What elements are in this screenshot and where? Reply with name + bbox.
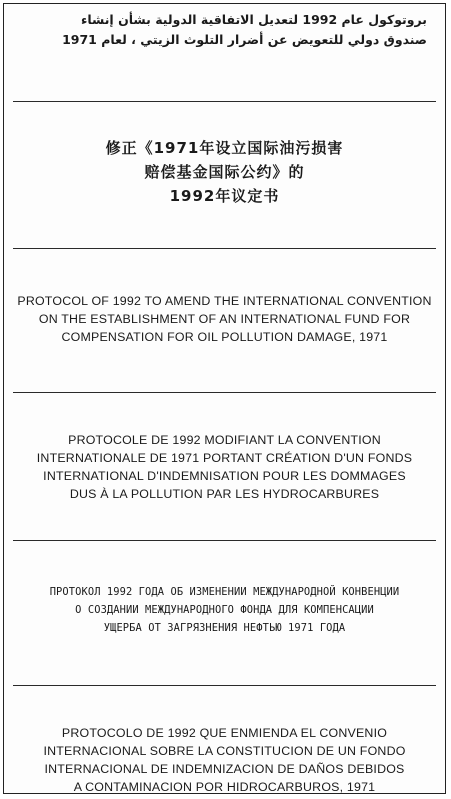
russian-title <box>4 583 445 637</box>
arabic-title-line-2: صندوق دولي للتعويض عن أضرار التلوث الزيتي ، لعام 1971 <box>62 32 427 47</box>
russian-title-line-3: УЩЕРБА ОТ ЗАГРЯЗНЕНИЯ НЕФТЬЮ 1971 ГОДА <box>103 622 346 634</box>
divider-1 <box>13 101 436 102</box>
french-title-line-4: DUS À LA POLLUTION PAR LES HYDROCARBURES <box>69 487 380 501</box>
spanish-title-line-3: INTERNACIONAL DE INDEMNIZACION DE DAÑOS DEBIDOS <box>44 762 405 776</box>
document-page <box>3 3 446 794</box>
spanish-title-line-2: INTERNACIONAL SOBRE LA CONSTITUCION DE UN FONDO <box>43 744 406 758</box>
divider-3 <box>13 392 436 393</box>
french-title-line-1: PROTOCOLE DE 1992 MODIFIANT LA CONVENTION <box>68 433 381 447</box>
chinese-title-line-3: 1992年议定书 <box>169 187 280 205</box>
chinese-title <box>4 136 445 208</box>
arabic-title-line-1: بروتوكول عام 1992 لتعديل الاتفاقية الدولية بشأن إنشاء <box>80 12 427 27</box>
divider-5 <box>13 685 436 686</box>
french-title-line-2: INTERNATIONALE DE 1971 PORTANT CRÉATION D'UN FONDS <box>36 451 413 465</box>
english-title <box>4 292 445 346</box>
spanish-title-line-4: A CONTAMINACION POR HIDROCARBUROS, 1971 <box>73 780 376 794</box>
french-title-line-3: INTERNATIONAL D'INDEMNISATION POUR LES DOMMAGES <box>43 469 406 483</box>
spanish-title-line-1: PROTOCOLO DE 1992 QUE ENMIENDA EL CONVENIO <box>61 726 388 740</box>
chinese-title-line-2: 赔偿基金国际公约》的 <box>144 163 305 181</box>
russian-title-line-2: О СОЗДАНИИ МЕЖДУНАРОДНОГО ФОНДА ДЛЯ КОМПЕНСАЦИИ <box>75 604 374 616</box>
english-title-line-2: ON THE ESTABLISHMENT OF AN INTERNATIONAL FUND FOR <box>38 312 411 326</box>
arabic-title <box>4 10 445 50</box>
chinese-title-line-1: 修正《1971年设立国际油污损害 <box>105 139 344 157</box>
russian-title-line-1: ПРОТОКОЛ 1992 ГОДА ОБ ИЗМЕНЕНИИ МЕЖДУНАРОДНОЙ КОНВЕНЦИИ <box>49 586 400 598</box>
english-title-line-3: COMPENSATION FOR OIL POLLUTION DAMAGE, 1971 <box>61 330 388 344</box>
english-title-line-1: PROTOCOL OF 1992 TO AMEND THE INTERNATIONAL CONVENTION <box>17 294 432 308</box>
french-title <box>4 431 445 503</box>
spanish-title <box>4 724 445 796</box>
divider-2 <box>13 248 436 249</box>
divider-4 <box>13 540 436 541</box>
